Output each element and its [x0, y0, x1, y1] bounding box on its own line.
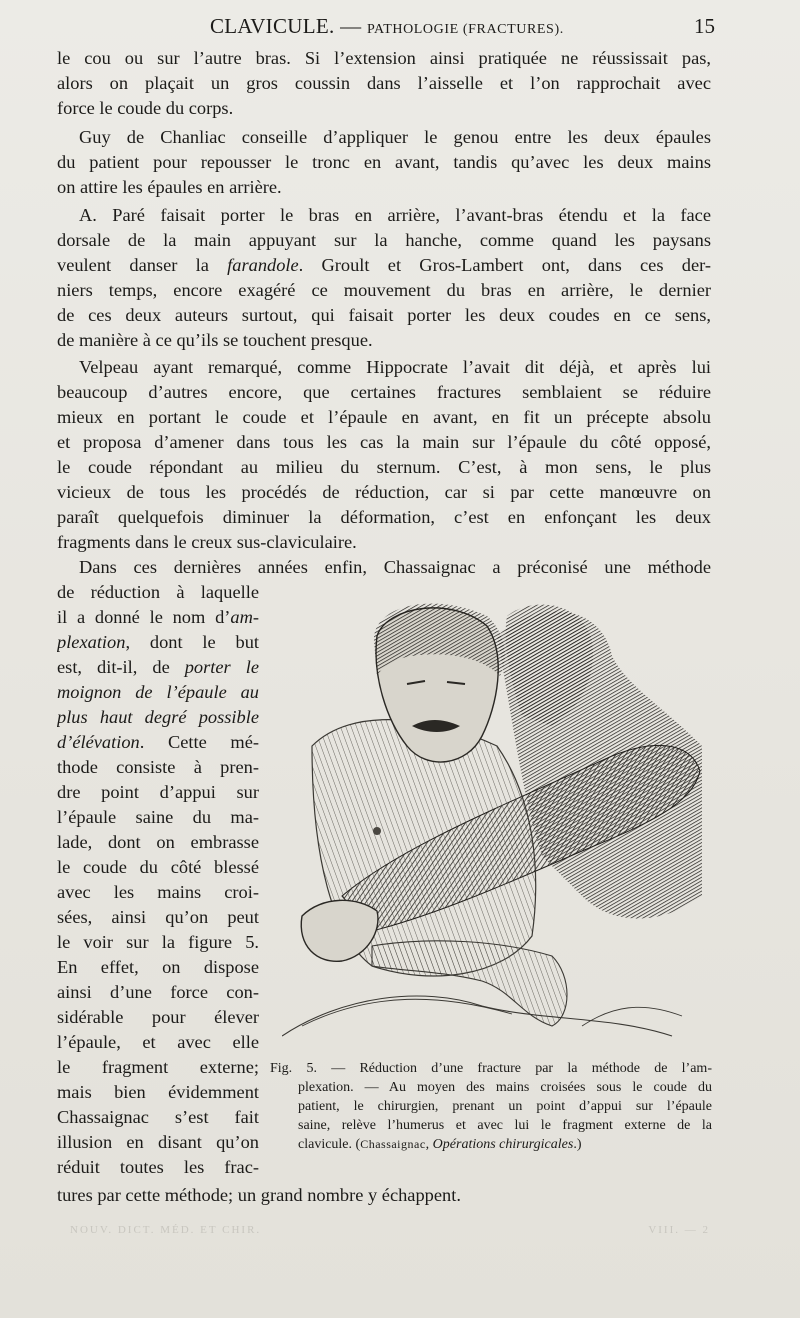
- italic-term: porter le: [184, 657, 259, 677]
- text-line: thode consiste à pren-: [57, 757, 259, 777]
- text-line: de réduction à laquelle: [57, 582, 259, 602]
- caption-author: Chassaignac: [360, 1137, 426, 1151]
- text-line: le coude du côté blessé: [57, 857, 259, 877]
- caption-line: Fig. 5. — Réduction d’une fracture par la méthode de l’am-: [270, 1061, 712, 1076]
- text-line: [57, 655, 259, 680]
- caption-span: ,: [425, 1137, 433, 1152]
- text-line: niers temps, encore exagéré ce mouvement du bras en arrière, le dernier: [57, 280, 711, 300]
- text-line: En effet, on dispose: [57, 957, 259, 977]
- text-line: vicieux de tous les procédés de réduction, car si par cette manœuvre on: [57, 482, 711, 502]
- italic-term: d’élévation: [57, 732, 140, 752]
- drape-line: [582, 1007, 682, 1026]
- text-line: mais bien évidemment: [57, 1082, 259, 1102]
- bleed-through-text: [70, 1224, 710, 1236]
- text-line: alors on plaçait un gros coussin dans l’aisselle et l’on rapprochait avec: [57, 73, 711, 93]
- text-line: on attire les épaules en arrière.: [57, 177, 282, 197]
- bleed-right: VIII. — 2: [648, 1224, 710, 1236]
- text-span: . Groult et Gros-Lambert ont, dans ces der-: [298, 255, 711, 275]
- caption-line: patient, le chirurgien, prenant un point d’appui sur l’épaule: [298, 1099, 712, 1114]
- caption-line: [270, 1135, 712, 1154]
- text-line: le cou ou sur l’autre bras. Si l’extension ainsi pratiquée ne réussissait pas,: [57, 48, 711, 68]
- text-line: le fragment externe;: [57, 1057, 259, 1077]
- text-line: [57, 253, 711, 278]
- drape-line: [282, 996, 672, 1036]
- text-line: paraît quelquefois diminuer la déformation, c’est en enfonçant les deux: [57, 507, 711, 527]
- text-line: dre point d’appui sur: [57, 782, 259, 802]
- text-line: sées, ainsi qu’on peut: [57, 907, 259, 927]
- text-span: veulent danser la: [57, 255, 209, 275]
- text-line: ainsi d’une force con-: [57, 982, 259, 1002]
- figure-engraving: [282, 596, 708, 1042]
- italic-term: am-: [230, 607, 259, 627]
- running-title-sub: PATHOLOGIE (FRACTURES).: [366, 22, 564, 37]
- text-line: de manière à ce qu’ils se touchent presque.: [57, 330, 373, 350]
- running-title: [210, 14, 564, 39]
- text-line: le coude répondant au milieu du sternum. C’est, à mon sens, le plus: [57, 457, 711, 477]
- text-line: Guy de Chanliac conseille d’appliquer le genou entre les deux épaules: [79, 127, 711, 147]
- text-span: . Cette mé-: [139, 732, 259, 752]
- text-line: lade, dont on embrasse: [57, 832, 259, 852]
- text-line: Dans ces dernières années enfin, Chassaignac a préconisé une méthode: [79, 557, 711, 577]
- text-line: beaucoup d’autres encore, que certaines fractures semblaient se réduire: [57, 382, 711, 402]
- text-line: et proposa d’amener dans tous les cas la main sur l’épaule du côté opposé,: [57, 432, 711, 452]
- chest-mark: [373, 827, 381, 835]
- text-line: [57, 730, 259, 755]
- caption-source: Opérations chirurgicales: [432, 1137, 574, 1152]
- text-line: du patient pour repousser le tronc en avant, tandis qu’avec les deux mains: [57, 152, 711, 172]
- text-line: le voir sur la figure 5.: [57, 932, 259, 952]
- text-span: il a donné le nom d’: [57, 607, 231, 627]
- text-line: Chassaignac s’est fait: [57, 1107, 259, 1127]
- italic-term: plexation: [57, 632, 126, 652]
- caption-line: saine, relève l’humerus et avec lui le fragment externe de la: [298, 1118, 712, 1133]
- caption-line: plexation. — Au moyen des mains croisées sous le coude du: [298, 1080, 712, 1095]
- drape-line: [302, 999, 512, 1026]
- patient-forearm: [372, 941, 567, 1026]
- text-line: illusion en disant qu’on: [57, 1132, 259, 1152]
- bleed-left: NOUV. DICT. MÉD. ET CHIR.: [70, 1224, 262, 1236]
- caption-span: .): [573, 1137, 582, 1152]
- text-line: réduit toutes les frac-: [57, 1157, 259, 1177]
- text-line: plus haut degré possible: [57, 707, 259, 727]
- italic-term: farandole: [227, 255, 299, 275]
- text-line: dorsale de la main appuyant sur la hanche, comme quand les paysans: [57, 230, 711, 250]
- text-line: l’épaule saine du ma-: [57, 807, 259, 827]
- text-line: tures par cette méthode; un grand nombre y échappent.: [57, 1185, 461, 1205]
- text-line: l’épaule, et avec elle: [57, 1032, 259, 1052]
- running-header: [0, 12, 800, 42]
- text-line: sidérable pour élever: [57, 1007, 259, 1027]
- figure-caption: [270, 1059, 712, 1154]
- text-line: [57, 605, 259, 630]
- text-line: Velpeau ayant remarqué, comme Hippocrate l’avait dit déjà, et après lui: [79, 357, 711, 377]
- text-line: de ces deux auteurs surtout, qui faisait porter les deux coudes en ce sens,: [57, 305, 711, 325]
- running-title-main: CLAVICULE. —: [210, 14, 362, 38]
- text-line: force le coude du corps.: [57, 98, 234, 118]
- text-line: moignon de l’épaule au: [57, 682, 259, 702]
- text-line: mieux en portant le coude et l’épaule en avant, en fit un précepte absolu: [57, 407, 711, 427]
- page-number: 15: [694, 14, 715, 38]
- text-line: [57, 630, 259, 655]
- engraving-illustration: [282, 596, 708, 1042]
- text-line: fragments dans le creux sus-claviculaire.: [57, 532, 357, 552]
- text-span: , dont le but: [125, 632, 259, 652]
- caption-span: clavicule. (: [298, 1137, 361, 1152]
- text-line: A. Paré faisait porter le bras en arrière, l’avant-bras étendu et la face: [79, 205, 711, 225]
- text-span: est, dit-il, de: [57, 657, 170, 677]
- text-line: avec les mains croi-: [57, 882, 259, 902]
